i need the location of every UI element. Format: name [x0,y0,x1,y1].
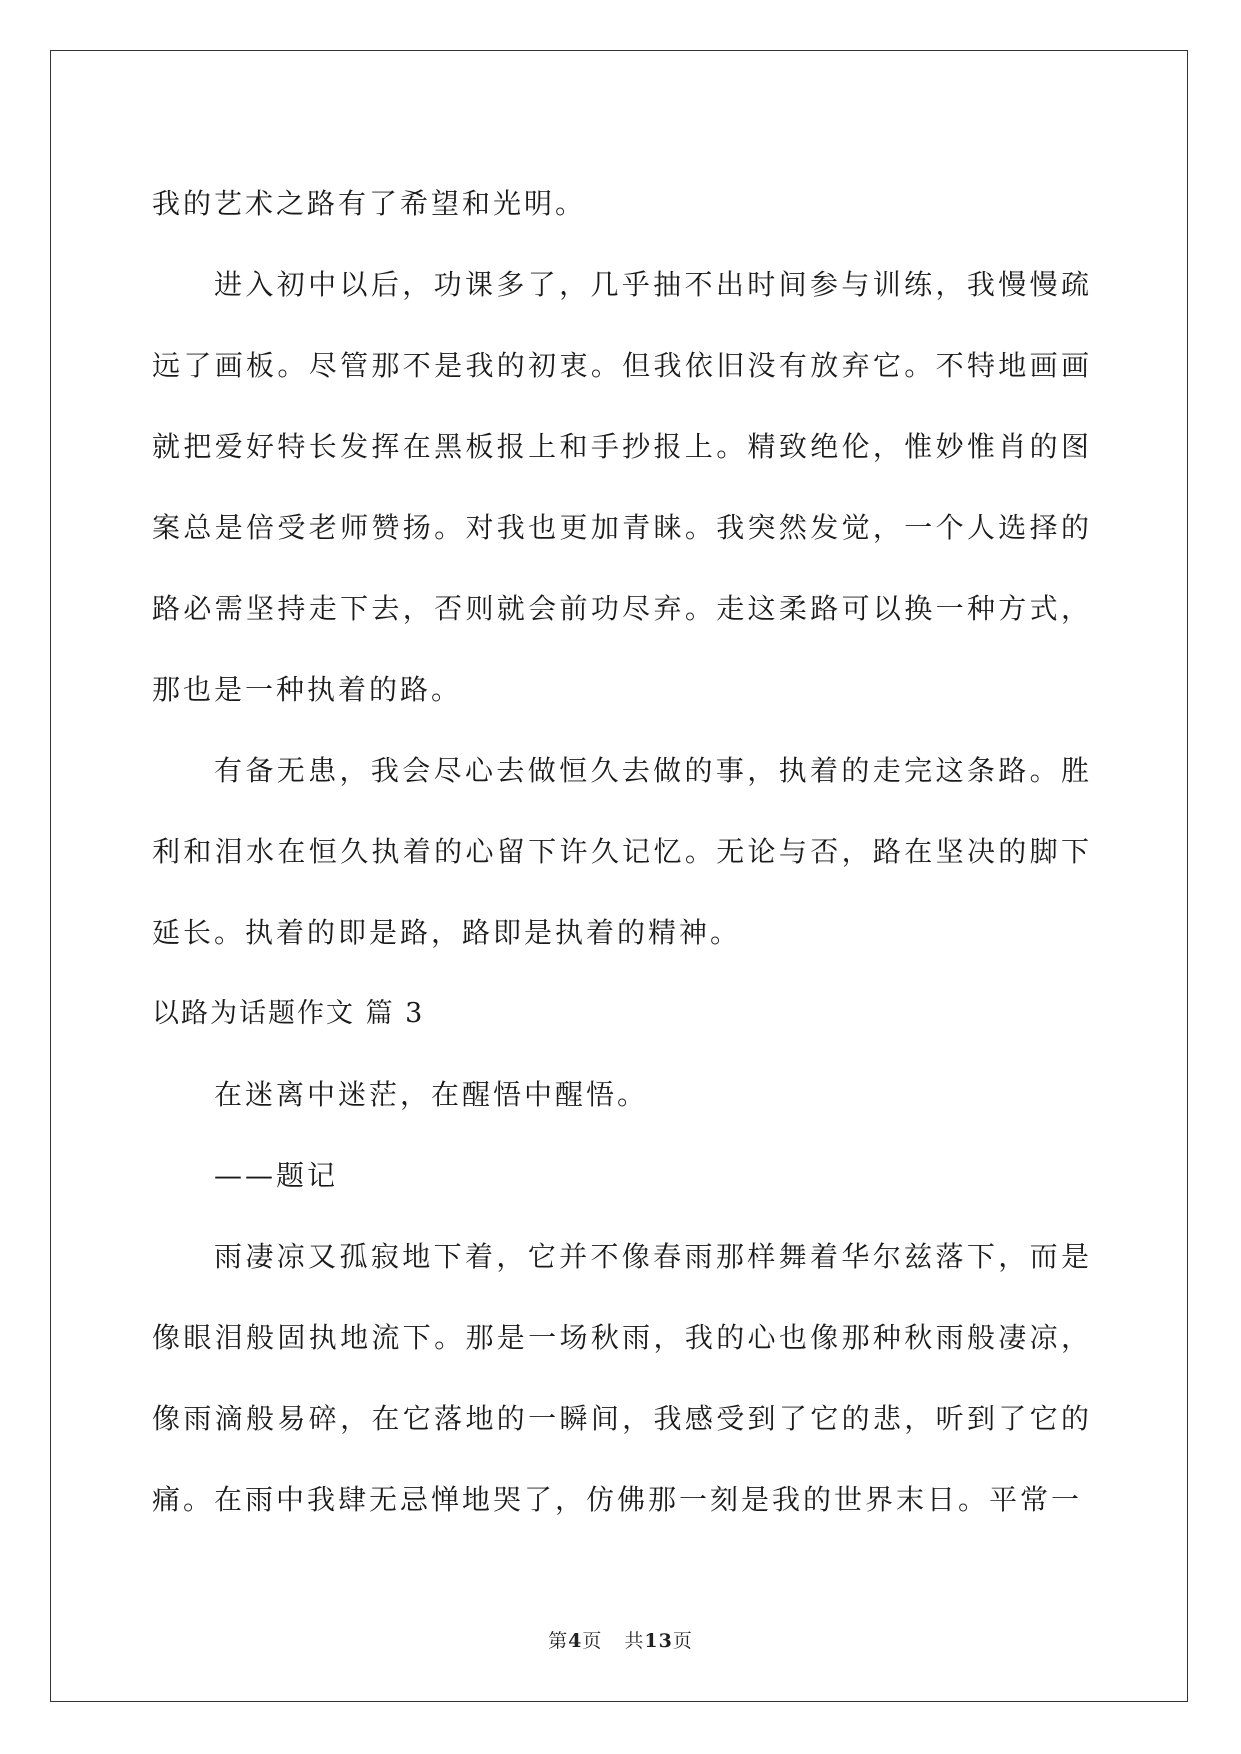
page-number: 4 [568,1630,583,1652]
total-prefix: 共 [624,1630,645,1652]
document-body [152,163,1092,1540]
epigraph-source: ——题记 [214,1159,339,1192]
paragraph-3: 有备无患，我会尽心去做恒久去做的事，执着的走完这条路。胜利和泪水在恒久执着的心留下许久记忆。无论与否，路在坚决的脚下延长。执着的即是路，路即是执着的精神。 [152,754,1092,949]
page-footer [0,1626,1241,1653]
paragraph-4: 雨凄凉又孤寂地下着，它并不像春雨那样舞着华尔兹落下，而是像眼泪般固执地流下。那是一场秋雨，我的心也像那种秋雨般凄凉，像雨滴般易碎，在它落地的一瞬间，我感受到了它的悲，听到了它的痛。在雨中我肆无忌惮地哭了，仿佛那一刻是我的世界末日。平常一 [152,1240,1092,1516]
epigraph: 在迷离中迷茫，在醒悟中醒悟。 [214,1078,649,1111]
paragraph-1: 我的艺术之路有了希望和光明。 [152,187,587,220]
page-prefix: 第 [548,1630,569,1652]
paragraph-2: 进入初中以后，功课多了，几乎抽不出时间参与训练，我慢慢疏远了画板。尽管那不是我的初衷。但我依旧没有放弃它。不特地画画就把爱好特长发挥在黑板报上和手抄报上。精致绝伦，惟妙惟肖的图案总是倍受老师赞扬。对我也更加青睐。我突然发觉，一个人选择的路必需坚持走下去，否则就会前功尽弃。走这柔路可以换一种方式，那也是一种执着的路。 [152,268,1092,706]
total-pages: 13 [644,1630,673,1652]
total-suffix: 页 [672,1630,693,1652]
section-heading: 以路为话题作文 篇 3 [152,998,425,1029]
page-suffix: 页 [582,1630,603,1652]
